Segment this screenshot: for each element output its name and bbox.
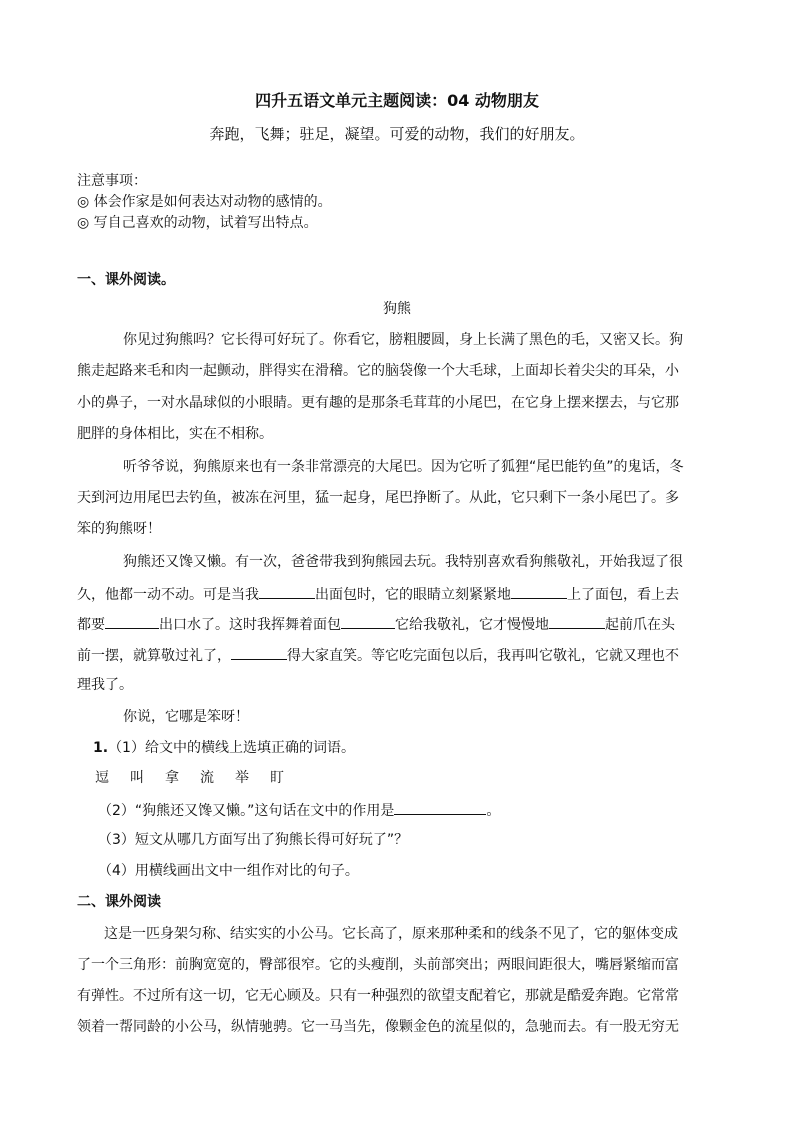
notes-item: ◎ 写自己喜欢的动物，试着写出特点。 bbox=[77, 215, 318, 231]
paragraph-text: 起前爪在头 bbox=[605, 617, 675, 633]
paragraph-line: 领着一帮同龄的小公马，纵情驰骋。它一马当先，像颗金色的流星似的，急驰而去。有一股无穷无 bbox=[77, 1019, 679, 1035]
section-heading: 一、课外阅读。 bbox=[77, 272, 175, 288]
answer-blank[interactable] bbox=[231, 645, 287, 660]
paragraph-text: 它给我敬礼，它才慢慢地 bbox=[395, 617, 549, 633]
paragraph-line: 听爷爷说，狗熊原来也有一条非常漂亮的大尾巴。因为它听了狐狸“尾巴能钓鱼”的鬼话，冬 bbox=[123, 459, 684, 475]
paragraph-line: 你说，它哪是笨呀！ bbox=[123, 709, 249, 725]
paragraph-line: 肥胖的身体相比，实在不相称。 bbox=[77, 426, 273, 442]
page-subtitle: 奔跑，飞舞；驻足，凝望。可爱的动物，我们的好朋友。 bbox=[209, 125, 585, 143]
paragraph-line: 你见过狗熊吗？它长得可好玩了。你看它，膀粗腰圆，身上长满了黑色的毛，又密又长。狗 bbox=[123, 332, 683, 348]
paragraph-line: 小的鼻子，一对水晶球似的小眼睛。更有趣的是那条毛茸茸的小尾巴，在它身上摆来摆去，与它那 bbox=[77, 395, 679, 411]
paragraph-line: 笨的狗熊呀！ bbox=[77, 521, 161, 537]
paragraph-line: 天到河边用尾巴去钓鱼，被冻在河里，猛一起身，尾巴挣断了。从此，它只剩下一条小尾巴了。多 bbox=[77, 490, 679, 506]
question-1-4: （4）用横线画出文中一组作对比的句子。 bbox=[98, 863, 359, 879]
notes-item: ◎ 体会作家是如何表达对动物的感情的。 bbox=[77, 194, 332, 210]
paragraph-text: 久，他都一动不动。可是当我 bbox=[77, 587, 259, 603]
passage-title: 狗熊 bbox=[383, 301, 411, 317]
word-option: 拿 bbox=[165, 770, 179, 786]
word-option: 流 bbox=[200, 770, 214, 786]
answer-blank[interactable] bbox=[259, 584, 315, 599]
paragraph-line: 有弹性。不过所有这一切，它无心顾及。只有一种强烈的欲望支配着它，那就是酷爱奔跑。它常常 bbox=[77, 988, 679, 1004]
paragraph-line bbox=[77, 645, 679, 665]
page-title: 四升五语文单元主题阅读：04 动物朋友 bbox=[255, 91, 539, 110]
answer-blank[interactable] bbox=[549, 614, 605, 629]
paragraph-line: 这是一匹身架匀称、结实实的小公马。它长高了，原来那种柔和的线条不见了，它的躯体变成 bbox=[104, 926, 678, 942]
paragraph-line: 狗熊还又馋又懒。有一次，爸爸带我到狗熊园去玩。我特别喜欢看狗熊敬礼，开始我逗了很 bbox=[123, 554, 683, 570]
paragraph-text: 上了面包，看上去 bbox=[567, 587, 679, 603]
question-text: （2）“狗熊还又馋又懒。”这句话在文中的作用是 bbox=[98, 803, 395, 819]
section-heading: 二、课外阅读 bbox=[77, 894, 161, 910]
paragraph-line: 理我了。 bbox=[77, 677, 133, 693]
paragraph-text: 得大家直笑。等它吃完面包以后，我再叫它敬礼，它就又理也不 bbox=[287, 648, 679, 664]
paragraph-text: 前一摆，就算敬过礼了， bbox=[77, 648, 231, 664]
paragraph-text: 出面包时，它的眼睛立刻紧紧地 bbox=[315, 587, 511, 603]
question-1-2 bbox=[98, 800, 500, 820]
paragraph-text: 出口水了。这时我挥舞着面包 bbox=[159, 617, 341, 633]
answer-blank[interactable] bbox=[511, 584, 567, 599]
notes-heading: 注意事项： bbox=[77, 173, 147, 189]
word-option: 盯 bbox=[270, 770, 284, 786]
paragraph-line: 了一个三角形：前胸宽宽的，臀部很窄。它的头瘦削，头前部突出；两眼间距很大，嘴唇紧缩而富 bbox=[77, 957, 679, 973]
answer-blank[interactable] bbox=[341, 614, 395, 629]
word-option: 叫 bbox=[130, 770, 144, 786]
question-1-3: （3）短文从哪几方面写出了狗熊长得可好玩了”？ bbox=[98, 832, 409, 848]
paragraph-line bbox=[77, 584, 679, 604]
question-number: 1. bbox=[93, 740, 109, 756]
word-bank bbox=[95, 769, 305, 787]
question-text: 。 bbox=[486, 803, 501, 819]
answer-blank[interactable] bbox=[394, 800, 486, 815]
word-option: 逗 bbox=[95, 770, 109, 786]
word-option: 举 bbox=[235, 770, 249, 786]
paragraph-line: 熊走起路来毛和肉一起颤动，胖得实在滑稽。它的脑袋像一个大毛球，上面却长着尖尖的耳朵，小 bbox=[77, 363, 679, 379]
question-1-1 bbox=[93, 739, 355, 757]
question-text: （1）给文中的横线上选填正确的词语。 bbox=[108, 740, 355, 756]
paragraph-line bbox=[77, 614, 675, 634]
answer-blank[interactable] bbox=[105, 614, 159, 629]
paragraph-text: 都要 bbox=[77, 617, 105, 633]
